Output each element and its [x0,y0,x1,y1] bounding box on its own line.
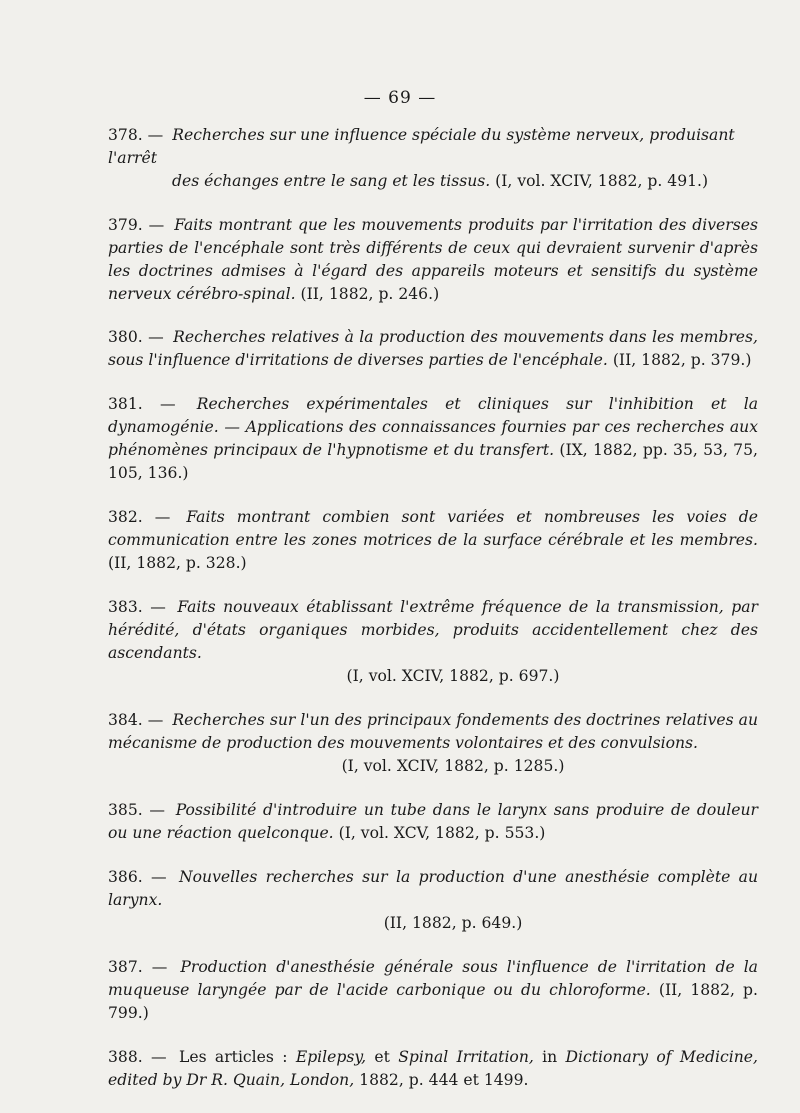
entry-number: 388. — [108,1048,167,1066]
entry-title: Recherches relatives à la production des mouvements dans les membres, sous l'influence d'irritations de diverses parties de l'encéphale. [108,328,758,369]
entry-text: Les articles : [179,1048,288,1066]
entry-386 [108,866,758,935]
entry-title: Recherches sur une influence spéciale du système nerveux, produisant l'arrêt [108,126,735,167]
entry-number: 384. — [108,711,164,729]
entry-title: Faits nouveaux établissant l'extrême fréquence de la transmission, par hérédité, d'états organiques morbides, produits accidentellement chez des ascendants. [108,598,758,662]
entry-378 [108,124,758,193]
entry-387 [108,956,758,1025]
entry-title: Recherches expérimentales et cliniques sur l'inhibition et la dynamogénie. — Applications des connaissances fournies par ces recherches aux phénomènes principaux de l'hypnotisme et du transfert. [108,395,758,459]
entry-number: 385. — [108,801,165,819]
entry-title: Possibilité d'introduire un tube dans le larynx sans produire de douleur ou une réaction quelconque. [108,801,758,842]
page-number: — 69 — [363,88,437,108]
entry-reference: (IX, 1882, pp. 35, 53, 75, 105, 136.) [108,441,758,482]
entry-382 [108,506,758,575]
entry-380 [108,326,758,372]
entry-reference: (I, vol. XCV, 1882, p. 553.) [338,824,546,842]
entry-text: et [374,1048,390,1066]
entry-number: 386. — [108,868,167,886]
entry-number: 383. — [108,598,166,616]
entry-reference: (II, 1882, p. 799.) [108,981,758,1022]
entry-388 [108,1046,758,1092]
entry-title: Epilepsy, [295,1048,367,1066]
entry-number: 379. — [108,216,165,234]
entry-reference: (I, vol. XCIV, 1882, p. 697.) [346,667,560,685]
entry-reference: 1882, p. 444 et 1499. [359,1071,529,1089]
entry-384 [108,709,758,778]
entry-381 [108,393,758,485]
entry-379 [108,214,758,306]
entry-reference: (II, 1882, p. 328.) [108,554,247,572]
entry-title: Spinal Irritation, [398,1048,534,1066]
entry-number: 378. — [108,126,164,144]
entry-reference: (I, vol. XCIV, 1882, p. 491.) [495,172,709,190]
entry-number: 380. — [108,328,164,346]
entry-reference: (II, 1882, p. 246.) [300,285,440,303]
entry-number: 387. — [108,958,168,976]
entry-number: 382. — [108,508,171,526]
entry-text: in [542,1048,558,1066]
entry-383 [108,596,758,688]
entry-source: Dictionary of Medicine, edited by Dr R. Quain, London, [108,1048,758,1089]
entry-title-cont: des échanges entre le sang et les tissus. [172,172,491,190]
entry-title: Production d'anesthésie générale sous l'influence de l'irritation de la muqueuse laryngée par de l'acide carbonique ou du chloroforme. [108,958,758,999]
entry-title: Faits montrant que les mouvements produits par l'irritation des diverses parties de l'encéphale sont très différents de ceux qui devraient survenir d'après les doctrines admises à l'égard des appareils moteurs et sensitifs du système nerveux cérébro-spinal. [108,216,758,303]
entry-385 [108,799,758,845]
entry-title: Recherches sur l'un des principaux fondements des doctrines relatives au mécanisme de production des mouvements volontaires et des convulsions. [108,711,758,752]
entry-title: Nouvelles recherches sur la production d'une anesthésie complète au larynx. [108,868,758,909]
entry-reference: (II, 1882, p. 379.) [612,351,752,369]
bibliography-list [108,124,758,1113]
entry-title: Faits montrant combien sont variées et nombreuses les voies de communication entre les zones motrices de la surface cérébrale et les membres. [108,508,758,549]
entry-reference: (I, vol. XCIV, 1882, p. 1285.) [341,757,565,775]
entry-number: 381. — [108,395,176,413]
entry-reference: (II, 1882, p. 649.) [383,914,523,932]
